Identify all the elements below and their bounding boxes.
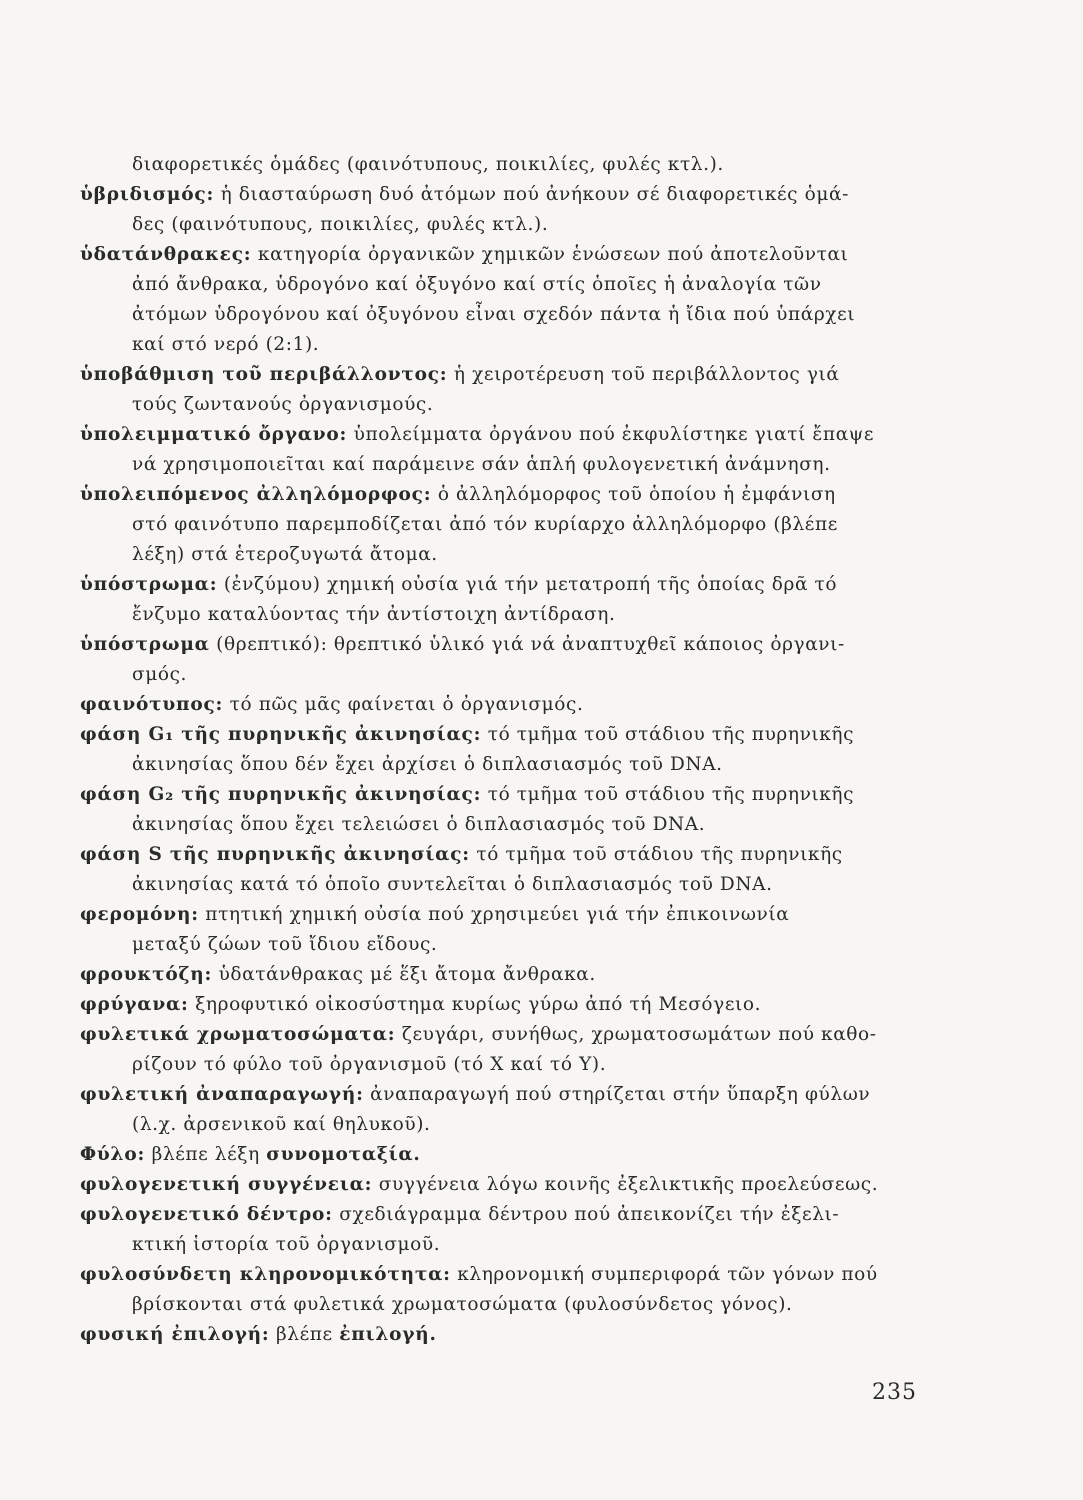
- glossary-definition: ἀκινησίας κατά τό ὁποῖο συντελεῖται ὁ διπλασιασμός τοῦ DNA.: [132, 874, 773, 895]
- glossary-entry-continuation: [80, 1110, 940, 1140]
- glossary-entry-continuation: [80, 660, 940, 690]
- glossary-definition: ἀκινησίας ὅπου ἔχει τελειώσει ὁ διπλασιασμός τοῦ DNA.: [132, 814, 706, 835]
- glossary-term: φρύγανα:: [80, 994, 189, 1015]
- glossary-term: φάση S τῆς πυρηνικῆς ἀκινησίας:: [80, 844, 470, 865]
- glossary-entry: [80, 1200, 940, 1230]
- glossary-term: ὑπολειμματικό ὄργανο:: [80, 424, 348, 445]
- glossary-definition: (λ.χ. ἀρσενικοῦ καί θηλυκοῦ).: [132, 1114, 431, 1135]
- glossary-definition: κληρονομική συμπεριφορά τῶν γόνων πού: [450, 1264, 878, 1285]
- glossary-definition: νά χρησιμοποιεῖται καί παράμεινε σάν ἁπλή φυλογενετική ἀνάμνηση.: [132, 454, 831, 475]
- glossary-term: ὑδατάνθρακες:: [80, 244, 252, 265]
- glossary-definition: κατηγορία ὀργανικῶν χημικῶν ἑνώσεων πού ἀποτελοῦνται: [251, 244, 849, 265]
- glossary-entry-continuation: [80, 330, 940, 360]
- glossary-definition: ρίζουν τό φύλο τοῦ ὀργανισμοῦ (τό X καί τό Y).: [132, 1054, 607, 1075]
- glossary-entry: [80, 840, 940, 870]
- glossary-entry: [80, 480, 940, 510]
- glossary-definition: σχεδιάγραμμα δέντρου πού ἀπεικονίζει τήν ἐξελι-: [332, 1204, 840, 1225]
- glossary-entry: [80, 180, 940, 210]
- glossary-term: φυσική ἐπιλογή:: [80, 1324, 270, 1345]
- glossary-entry: [80, 690, 940, 720]
- glossary-term: φαινότυπος:: [80, 694, 224, 715]
- glossary-term: φυλετική ἀναπαραγωγή:: [80, 1084, 364, 1105]
- glossary-page: [80, 150, 940, 1350]
- glossary-entry-continuation: [80, 450, 940, 480]
- glossary-term: ὑπόστρωμα:: [80, 574, 218, 595]
- glossary-term: φυλογενετική συγγένεια:: [80, 1174, 373, 1195]
- glossary-entry: [80, 1320, 940, 1350]
- glossary-definition: ἔνζυμο καταλύοντας τήν ἀντίστοιχη ἀντίδραση.: [132, 604, 616, 625]
- glossary-definition: ὑπολείμματα ὀργάνου πού ἐκφυλίστηκε γιατί ἔπαψε: [347, 424, 875, 445]
- glossary-term: ὑποβάθμιση τοῦ περιβάλλοντος:: [80, 364, 448, 385]
- glossary-entry: [80, 780, 940, 810]
- glossary-entry: [80, 1080, 940, 1110]
- glossary-entry: [80, 1140, 940, 1170]
- glossary-entry: [80, 1260, 940, 1290]
- glossary-entry: [80, 900, 940, 930]
- glossary-definition: σμός.: [132, 664, 188, 685]
- glossary-definition: ἡ διασταύρωση δυό ἀτόμων πού ἀνήκουν σέ διαφορετικές ὁμά-: [214, 184, 849, 205]
- glossary-term: φυλοσύνδετη κληρονομικότητα:: [80, 1264, 451, 1285]
- glossary-term: φάση G₁ τῆς πυρηνικῆς ἀκινησίας:: [80, 724, 482, 745]
- glossary-definition: τό τμῆμα τοῦ στάδιου τῆς πυρηνικῆς: [469, 844, 843, 865]
- glossary-entry: [80, 720, 940, 750]
- glossary-definition: τό τμῆμα τοῦ στάδιου τῆς πυρηνικῆς: [481, 724, 855, 745]
- glossary-definition: δες (φαινότυπους, ποικιλίες, φυλές κτλ.).: [132, 214, 549, 235]
- glossary-entry: [80, 360, 940, 390]
- glossary-entry: [80, 570, 940, 600]
- glossary-entry: [80, 150, 940, 180]
- glossary-definition: τούς ζωντανούς ὀργανισμούς.: [132, 394, 434, 415]
- glossary-entry-continuation: [80, 810, 940, 840]
- glossary-term: Φύλο:: [80, 1144, 146, 1165]
- glossary-definition: βλέπε λέξη: [145, 1144, 267, 1165]
- glossary-term: ὑπολειπόμενος ἀλληλόμορφος:: [80, 484, 432, 505]
- glossary-entry: [80, 240, 940, 270]
- glossary-term: φερομόνη:: [80, 904, 199, 925]
- glossary-definition: τό πῶς μᾶς φαίνεται ὁ ὀργανισμός.: [223, 694, 584, 715]
- glossary-definition: ζευγάρι, συνήθως, χρωματοσωμάτων πού καθο-: [395, 1024, 877, 1045]
- glossary-entry-continuation: [80, 750, 940, 780]
- glossary-definition: (θρεπτικό): θρεπτικό ὑλικό γιά νά ἀναπτυχθεῖ κάποιος ὀργανι-: [209, 634, 845, 655]
- glossary-entry: [80, 420, 940, 450]
- glossary-term: φρουκτόζη:: [80, 964, 213, 985]
- glossary-definition: (ἐνζύμου) χημική οὐσία γιά τήν μετατροπή τῆς ὁποίας δρᾶ τό: [217, 574, 838, 595]
- glossary-entry-continuation: [80, 270, 940, 300]
- glossary-definition: συγγένεια λόγω κοινῆς ἐξελικτικῆς προελεύσεως.: [372, 1174, 879, 1195]
- glossary-definition: βρίσκονται στά φυλετικά χρωματοσώματα (φυλοσύνδετος γόνος).: [132, 1294, 793, 1315]
- page-number: 235: [872, 1380, 917, 1405]
- glossary-definition: κτική ἱστορία τοῦ ὀργανισμοῦ.: [132, 1234, 441, 1255]
- glossary-definition: στό φαινότυπο παρεμποδίζεται ἀπό τόν κυρίαρχο ἀλληλόμορφο (βλέπε: [132, 514, 838, 535]
- glossary-entry: [80, 1170, 940, 1200]
- glossary-entry: [80, 630, 940, 660]
- glossary-definition: μεταξύ ζώων τοῦ ἴδιου εἴδους.: [132, 934, 438, 955]
- glossary-definition: πτητική χημική οὐσία πού χρησιμεύει γιά τήν ἐπικοινωνία: [198, 904, 790, 925]
- glossary-entry-continuation: [80, 930, 940, 960]
- glossary-definition: ὑδατάνθρακας μέ ἕξι ἄτομα ἄνθρακα.: [212, 964, 596, 985]
- glossary-entry-continuation: [80, 870, 940, 900]
- cross-reference: ἐπιλογή.: [339, 1324, 437, 1345]
- glossary-definition: λέξη) στά ἑτεροζυγωτά ἄτομα.: [132, 544, 438, 565]
- glossary-entry: [80, 990, 940, 1020]
- glossary-entry-continuation: [80, 540, 940, 570]
- glossary-term: φάση G₂ τῆς πυρηνικῆς ἀκινησίας:: [80, 784, 482, 805]
- glossary-definition: ἡ χειροτέρευση τοῦ περιβάλλοντος γιά: [447, 364, 840, 385]
- glossary-entry-continuation: [80, 300, 940, 330]
- glossary-definition: ὁ ἀλληλόμορφος τοῦ ὁποίου ἡ ἐμφάνιση: [431, 484, 836, 505]
- glossary-entry-continuation: [80, 1290, 940, 1320]
- glossary-definition: βλέπε: [269, 1324, 340, 1345]
- glossary-entry-continuation: [80, 210, 940, 240]
- glossary-definition: ἀναπαραγωγή πού στηρίζεται στήν ὕπαρξη φύλων: [363, 1084, 871, 1105]
- glossary-definition: ἀτόμων ὑδρογόνου καί ὀξυγόνου εἶναι σχεδόν πάντα ἡ ἴδια πού ὑπάρχει: [132, 304, 856, 325]
- glossary-entry: [80, 1020, 940, 1050]
- glossary-definition: διαφορετικές ὁμάδες (φαινότυπους, ποικιλίες, φυλές κτλ.).: [132, 154, 724, 175]
- glossary-term: φυλετικά χρωματοσώματα:: [80, 1024, 396, 1045]
- glossary-definition: ξηροφυτικό οἰκοσύστημα κυρίως γύρω ἀπό τή Μεσόγειο.: [188, 994, 762, 1015]
- glossary-definition: τό τμῆμα τοῦ στάδιου τῆς πυρηνικῆς: [481, 784, 855, 805]
- glossary-definition: ἀκινησίας ὅπου δέν ἔχει ἀρχίσει ὁ διπλασιασμός τοῦ DNA.: [132, 754, 723, 775]
- glossary-entry-continuation: [80, 1230, 940, 1260]
- glossary-entry-continuation: [80, 1050, 940, 1080]
- glossary-entry: [80, 960, 940, 990]
- glossary-term: φυλογενετικό δέντρο:: [80, 1204, 333, 1225]
- glossary-definition: καί στό νερό (2:1).: [132, 334, 320, 355]
- cross-reference: συνομοταξία.: [266, 1144, 421, 1165]
- glossary-entry-continuation: [80, 390, 940, 420]
- glossary-entry-continuation: [80, 510, 940, 540]
- glossary-entry-continuation: [80, 600, 940, 630]
- glossary-term: ὑπόστρωμα: [80, 634, 210, 655]
- glossary-definition: ἀπό ἄνθρακα, ὑδρογόνο καί ὀξυγόνο καί στίς ὁποῖες ἡ ἀναλογία τῶν: [132, 274, 822, 295]
- glossary-term: ὑβριδισμός:: [80, 184, 215, 205]
